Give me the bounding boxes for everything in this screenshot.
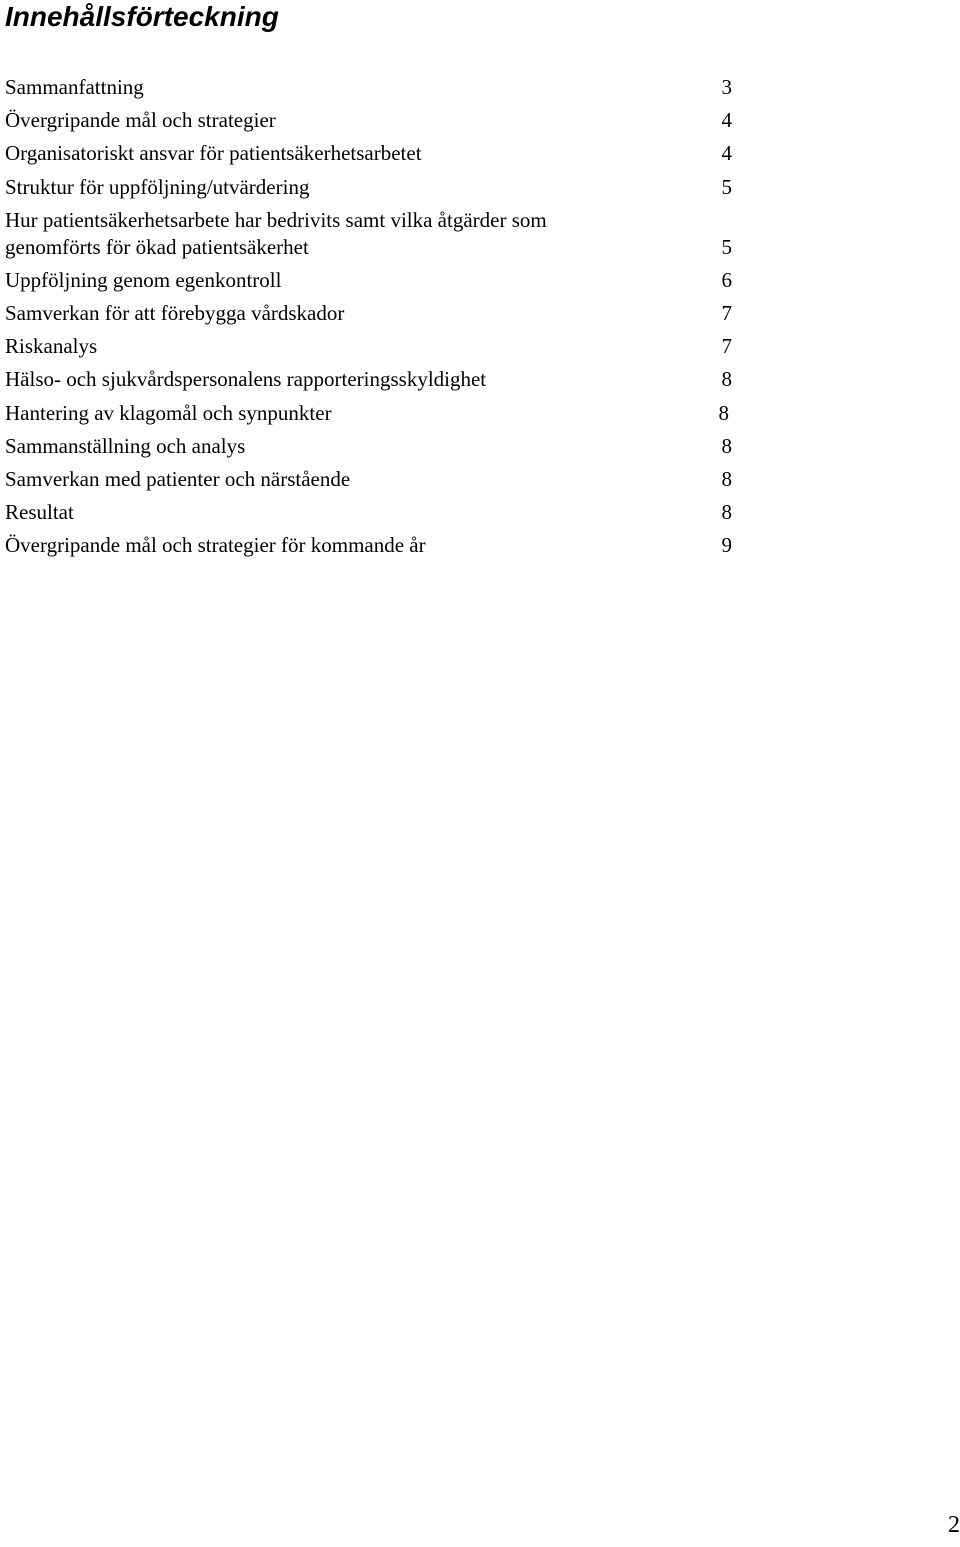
toc-entry-page: 8 <box>721 433 732 458</box>
toc-entry-page: 5 <box>721 174 732 199</box>
toc-entry[interactable] <box>5 430 740 463</box>
toc-entry[interactable] <box>5 463 740 496</box>
page-number: 2 <box>948 1512 960 1538</box>
toc-entry-label: Hantering av klagomål och synpunkter <box>5 400 332 425</box>
toc-entry-label: Struktur för uppföljning/utvärdering <box>5 174 310 199</box>
toc-entry-page: 9 <box>721 533 732 558</box>
toc-entry-page: 8 <box>721 466 732 491</box>
toc-entry-label: Samverkan för att förebygga vårdskador <box>5 300 345 325</box>
toc-entry[interactable] <box>5 529 740 562</box>
table-of-contents <box>5 71 740 562</box>
toc-entry-label: Resultat <box>5 500 74 525</box>
toc-entry-page: 5 <box>721 234 732 259</box>
toc-entry[interactable] <box>5 363 740 396</box>
toc-entry-page: 7 <box>721 334 732 359</box>
toc-entry-label: Hur patientsäkerhetsarbete har bedrivits samt vilka åtgärder som genomförts för ökad patientsäkerhet <box>5 207 547 259</box>
toc-entry-label: Övergripande mål och strategier <box>5 108 276 133</box>
toc-entry[interactable] <box>5 496 740 529</box>
toc-entry[interactable] <box>5 137 740 170</box>
toc-entry-page: 8 <box>718 400 729 425</box>
toc-entry-page: 7 <box>721 300 732 325</box>
toc-entry-page: 6 <box>721 267 732 292</box>
toc-entry-label: Sammanfattning <box>5 75 144 99</box>
toc-entry-label: Samverkan med patienter och närstående <box>5 466 351 491</box>
toc-entry-label: Uppföljning genom egenkontroll <box>5 267 282 292</box>
toc-entry-label: Riskanalys <box>5 334 98 359</box>
toc-entry-label: Sammanställning och analys <box>5 433 246 458</box>
toc-entry-label: Hälso- och sjukvårdspersonalens rapporteringsskyldighet <box>5 367 487 392</box>
toc-entry-label: Övergripande mål och strategier för kommande år <box>5 533 426 558</box>
toc-entry[interactable] <box>5 171 740 204</box>
toc-entry[interactable] <box>5 397 740 430</box>
toc-entry-page: 4 <box>721 141 732 166</box>
toc-entry[interactable] <box>5 264 740 297</box>
toc-entry-page: 8 <box>721 367 732 392</box>
toc-entry-label: Organisatoriskt ansvar för patientsäkerhetsarbetet <box>5 141 422 166</box>
toc-entry[interactable] <box>5 204 740 264</box>
toc-entry[interactable] <box>5 71 740 104</box>
page-title: Innehållsförteckning <box>5 1 279 32</box>
toc-entry-page: 3 <box>721 75 732 99</box>
toc-entry-page: 8 <box>721 500 732 525</box>
toc-entry[interactable] <box>5 104 740 137</box>
toc-entry-page: 4 <box>721 108 732 133</box>
toc-entry[interactable] <box>5 297 740 330</box>
toc-entry[interactable] <box>5 330 740 363</box>
